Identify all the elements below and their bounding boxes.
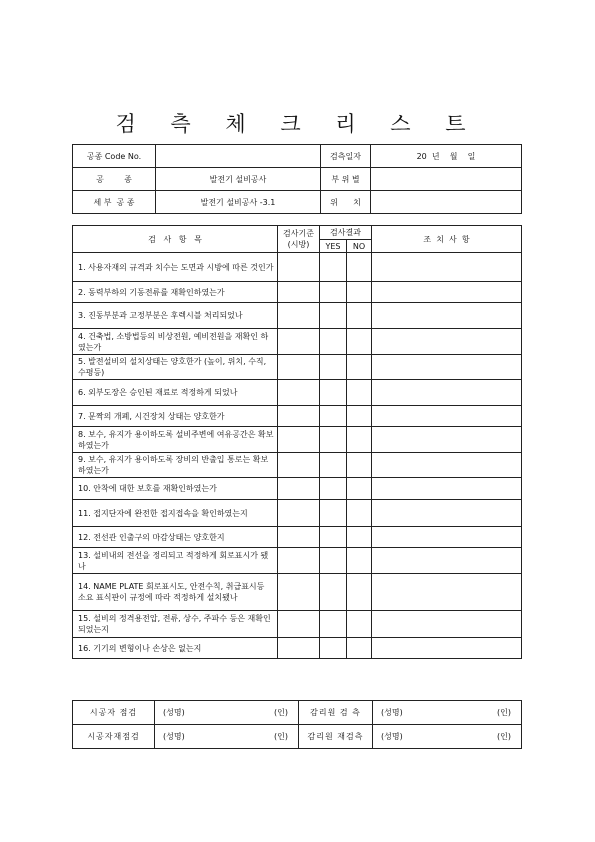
yes-cell[interactable] <box>320 329 347 355</box>
yes-cell[interactable] <box>320 380 347 406</box>
header-items: 검 사 항 목 <box>73 226 278 253</box>
action-cell[interactable] <box>372 380 522 406</box>
no-cell[interactable] <box>347 380 372 406</box>
signature-row <box>73 725 522 749</box>
action-cell[interactable] <box>372 355 522 380</box>
checklist-row <box>73 453 522 478</box>
yes-cell[interactable] <box>320 282 347 303</box>
standard-cell[interactable] <box>278 478 320 500</box>
standard-cell[interactable] <box>278 253 320 282</box>
yes-cell[interactable] <box>320 478 347 500</box>
checklist-row <box>73 253 522 282</box>
standard-cell[interactable] <box>278 329 320 355</box>
no-cell[interactable] <box>347 329 372 355</box>
action-cell[interactable] <box>372 329 522 355</box>
signature-left-label: 시공자재점검 <box>73 725 155 749</box>
yes-cell[interactable] <box>320 527 347 548</box>
header-standard-sub: (시방) <box>287 240 310 249</box>
checklist-item: 12. 전선관 인출구의 마감상태는 양호한지 <box>73 527 278 548</box>
header-yes: YES <box>320 240 347 253</box>
checklist-item: 15. 설비의 정격용전압, 전류, 상수, 주파수 등은 재확인되었는지 <box>73 611 278 638</box>
yes-cell[interactable] <box>320 500 347 527</box>
checklist-row <box>73 611 522 638</box>
action-cell[interactable] <box>372 303 522 329</box>
action-cell[interactable] <box>372 638 522 659</box>
header-standard-label: 검사기준 <box>283 229 314 238</box>
no-cell[interactable] <box>347 574 372 611</box>
standard-cell[interactable] <box>278 611 320 638</box>
signature-right-label: 감리원 검 측 <box>299 701 373 725</box>
standard-cell[interactable] <box>278 500 320 527</box>
checklist-item: 6. 외부도장은 승인된 재료로 적정하게 되었나 <box>73 380 278 406</box>
detail-field[interactable]: 발전기 설비공사 -3.1 <box>156 191 321 214</box>
action-cell[interactable] <box>372 500 522 527</box>
checklist-item: 4. 건축법, 소방법등의 비상전원, 예비전원을 재확인 하였는가 <box>73 329 278 355</box>
checklist-row <box>73 380 522 406</box>
standard-cell[interactable] <box>278 638 320 659</box>
no-cell[interactable] <box>347 303 372 329</box>
no-cell[interactable] <box>347 548 372 574</box>
location-label: 위 치 <box>321 191 371 214</box>
yes-cell[interactable] <box>320 453 347 478</box>
yes-cell[interactable] <box>320 638 347 659</box>
action-cell[interactable] <box>372 574 522 611</box>
signature-left-field[interactable] <box>155 725 299 749</box>
yes-cell[interactable] <box>320 574 347 611</box>
location-field[interactable] <box>371 191 522 214</box>
signature-right-field[interactable] <box>373 725 522 749</box>
checklist-item: 7. 문짝의 개폐, 시건장치 상태는 양호한가 <box>73 406 278 427</box>
checklist-item: 5. 발전설비의 설치상태는 양호한가 (높이, 위치, 수직, 수평등) <box>73 355 278 380</box>
standard-cell[interactable] <box>278 427 320 453</box>
checklist-row <box>73 406 522 427</box>
no-cell[interactable] <box>347 638 372 659</box>
yes-cell[interactable] <box>320 406 347 427</box>
signature-right-name: (성명) <box>381 732 403 741</box>
checklist-row <box>73 574 522 611</box>
action-cell[interactable] <box>372 478 522 500</box>
no-cell[interactable] <box>347 427 372 453</box>
checklist-row <box>73 282 522 303</box>
checklist-row <box>73 303 522 329</box>
yes-cell[interactable] <box>320 303 347 329</box>
header-action: 조 치 사 항 <box>372 226 522 253</box>
dept-field[interactable] <box>371 168 522 191</box>
no-cell[interactable] <box>347 355 372 380</box>
no-cell[interactable] <box>347 453 372 478</box>
action-cell[interactable] <box>372 548 522 574</box>
signature-right-name: (성명) <box>381 708 403 717</box>
signature-right-label: 감리원 재검측 <box>299 725 373 749</box>
signature-right-field[interactable] <box>373 701 522 725</box>
checklist-item: 13. 설비내의 전선을 정리되고 적정하게 회로표시가 됐나 <box>73 548 278 574</box>
standard-cell[interactable] <box>278 282 320 303</box>
header-result: 검사결과 <box>320 226 372 240</box>
yes-cell[interactable] <box>320 355 347 380</box>
standard-cell[interactable] <box>278 406 320 427</box>
signature-left-name: (성명) <box>163 732 185 741</box>
signature-left-seal: (인) <box>274 708 288 717</box>
page-title: 검 측 체 크 리 스 트 <box>115 112 480 136</box>
signature-left-name: (성명) <box>163 708 185 717</box>
standard-cell[interactable] <box>278 303 320 329</box>
signature-right-seal: (인) <box>497 732 511 741</box>
no-cell[interactable] <box>347 478 372 500</box>
checklist-row <box>73 478 522 500</box>
action-cell[interactable] <box>372 282 522 303</box>
standard-cell[interactable] <box>278 453 320 478</box>
date-field[interactable]: 20 년 월 일 <box>371 145 522 168</box>
signature-row <box>73 701 522 725</box>
checklist-row <box>73 500 522 527</box>
yes-cell[interactable] <box>320 427 347 453</box>
checklist-row <box>73 355 522 380</box>
no-cell[interactable] <box>347 527 372 548</box>
header-no: NO <box>347 240 372 253</box>
yes-cell[interactable] <box>320 611 347 638</box>
no-cell[interactable] <box>347 500 372 527</box>
standard-cell[interactable] <box>278 380 320 406</box>
signature-left-label: 시공자 점검 <box>73 701 155 725</box>
checklist-row <box>73 329 522 355</box>
checklist-item: 11. 접지단자에 완전한 접지접속을 확인하였는지 <box>73 500 278 527</box>
checklist-row <box>73 638 522 659</box>
checklist-row <box>73 527 522 548</box>
code-field[interactable] <box>156 145 321 168</box>
action-cell[interactable] <box>372 611 522 638</box>
no-cell[interactable] <box>347 611 372 638</box>
signature-table <box>72 700 522 749</box>
checklist-row <box>73 427 522 453</box>
code-label: 공종 Code No. <box>73 145 156 168</box>
yes-cell[interactable] <box>320 548 347 574</box>
yes-cell[interactable] <box>320 253 347 282</box>
checklist-item: 9. 보수, 유지가 용이하도록 장비의 반출입 통로는 확보하였는가 <box>73 453 278 478</box>
checklist-item: 2. 동력부하의 기동전류를 재확인하였는가 <box>73 282 278 303</box>
action-cell[interactable] <box>372 527 522 548</box>
action-cell[interactable] <box>372 427 522 453</box>
checklist-item: 16. 기기의 변형이나 손상은 없는지 <box>73 638 278 659</box>
checklist-item: 10. 안착에 대한 보호를 재확인하였는가 <box>73 478 278 500</box>
standard-cell[interactable] <box>278 527 320 548</box>
checklist-table <box>72 225 522 659</box>
work-field[interactable]: 발전기 설비공사 <box>156 168 321 191</box>
header-standard <box>278 226 320 253</box>
dept-label: 부 위 별 <box>321 168 371 191</box>
no-cell[interactable] <box>347 406 372 427</box>
signature-left-seal: (인) <box>274 732 288 741</box>
checklist-item: 3. 진동부분과 고정부분은 후렉시블 처리되었나 <box>73 303 278 329</box>
work-label: 공 종 <box>73 168 156 191</box>
checklist-row <box>73 548 522 574</box>
detail-label: 세 부 공 종 <box>73 191 156 214</box>
standard-cell[interactable] <box>278 355 320 380</box>
checklist-item: 14. NAME PLATE 회로표시도, 안전수칙, 취급표시등 소요 표식판이 규정에 따라 적정하게 설치됐나 <box>73 574 278 611</box>
no-cell[interactable] <box>347 282 372 303</box>
signature-left-field[interactable] <box>155 701 299 725</box>
checklist-item: 1. 사용자재의 규격과 치수는 도면과 시방에 따른 것인가 <box>73 253 278 282</box>
no-cell[interactable] <box>347 253 372 282</box>
signature-right-seal: (인) <box>497 708 511 717</box>
action-cell[interactable] <box>372 453 522 478</box>
checklist-item: 8. 보수, 유지가 용이하도록 설비주변에 여유공간은 확보하였는가 <box>73 427 278 453</box>
standard-cell[interactable] <box>278 574 320 611</box>
date-label: 검측일자 <box>321 145 371 168</box>
info-table <box>72 144 522 214</box>
action-cell[interactable] <box>372 253 522 282</box>
action-cell[interactable] <box>372 406 522 427</box>
standard-cell[interactable] <box>278 548 320 574</box>
